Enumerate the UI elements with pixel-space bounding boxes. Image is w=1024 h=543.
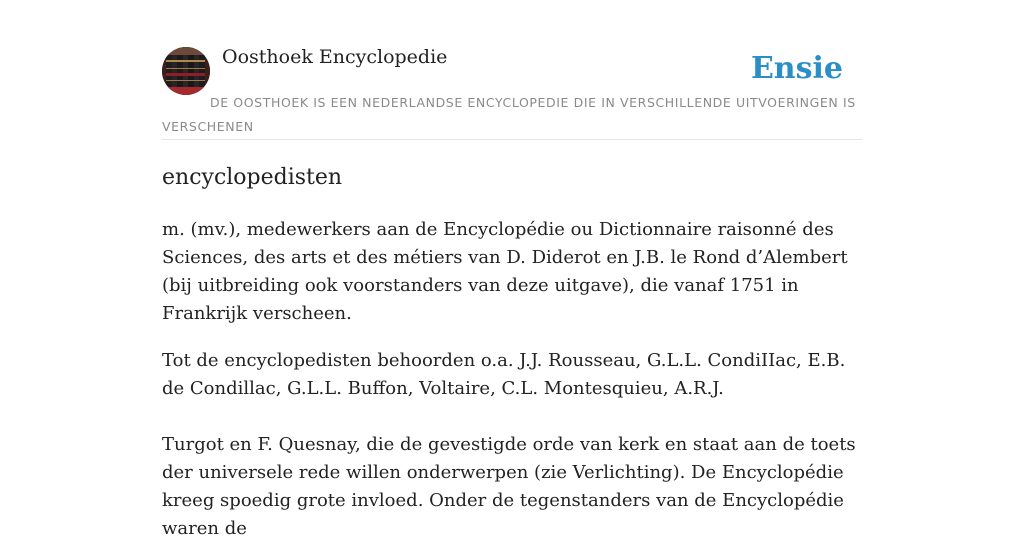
entry-paragraph: m. (mv.), medewerkers aan de Encyclopédie ou Dictionnaire raisonné des Sciences, des arts et des métiers van D. Diderot en J.B. le Rond d’Alembert (bij uitbreiding ook voorstanders van deze uitgave), die vanaf 1751 in Frankrijk verscheen. [162, 219, 848, 324]
site-tagline: DE OOSTHOEK IS EEN NEDERLANDSE ENCYCLOPEDIE DIE IN VERSCHILLENDE UITVOERINGEN IS VERSCHENEN [162, 95, 856, 134]
site-header [162, 0, 862, 140]
entry-content [162, 160, 862, 543]
bookshelf-icon[interactable] [162, 47, 210, 95]
entry-paragraph: Tot de encyclopedisten behoorden o.a. J.J. Rousseau, G.L.L. CondiIIac, E.B. de Condillac, G.L.L. Buffon, Voltaire, C.L. Montesquieu, A.R.J. [162, 350, 846, 399]
entry-title: encyclopedisten [162, 165, 343, 190]
brand-logo[interactable]: Ensie [750, 51, 843, 86]
site-title[interactable]: Oosthoek Encyclopedie [222, 46, 448, 68]
entry-paragraph: Turgot en F. Quesnay, die de gevestigde orde van kerk en staat aan de toets der universele rede willen onderwerpen (zie Verlichting). De Encyclopédie kreeg spoedig grote invloed. Onder de tegenstanders van de Encyclopédie waren de [162, 434, 856, 539]
page-container [162, 0, 862, 539]
